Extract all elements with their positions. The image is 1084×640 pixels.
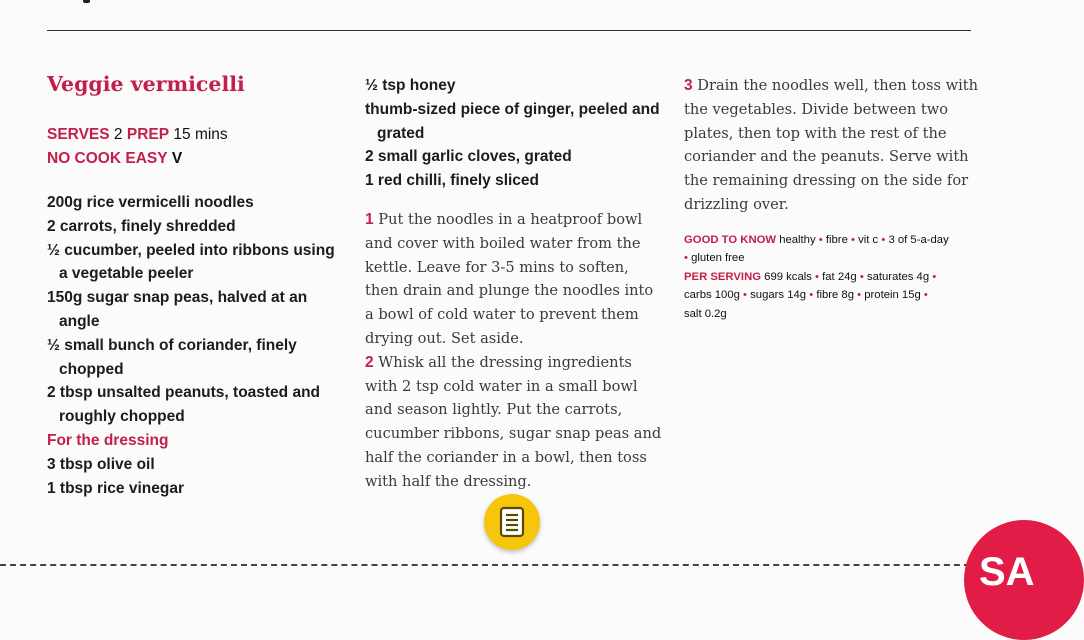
nutrient-item: saturates 4g xyxy=(866,270,930,283)
per-serving: PER SERVING 699 kcals • fat 24g • saturates 4g • carbs 100g • sugars 14g • fibre 8g • protein 15g • salt 0.2g xyxy=(684,270,937,320)
prep-value: 15 mins xyxy=(173,126,228,143)
gtk-item: 3 of 5-a-day xyxy=(888,233,949,246)
nutrient-item: 699 kcals xyxy=(764,270,812,283)
method-step-3 xyxy=(684,74,984,217)
step-number: 3 xyxy=(684,77,693,94)
meta-row-1 xyxy=(47,123,347,147)
ingredient-item: ½ small bunch of coriander, finely chopped xyxy=(47,336,297,378)
badge-text: SA xyxy=(979,550,1035,594)
good-to-know: GOOD TO KNOW healthy • fibre • vit c • 3 of 5-a-day • gluten free xyxy=(684,233,949,265)
gtk-item: vit c xyxy=(858,233,879,246)
tag-vegetarian: V xyxy=(171,150,183,167)
column-dressing-method xyxy=(365,74,665,494)
dressing-item: ½ tsp honey xyxy=(365,77,456,94)
nutrient-item: carbs 100g xyxy=(684,289,740,302)
tag-easy: EASY xyxy=(125,150,168,167)
method-steps xyxy=(365,208,665,494)
prep-label: PREP xyxy=(126,126,170,143)
ingredient-item: 200g rice vermicelli noodles xyxy=(47,194,254,211)
bottom-dashed-divider xyxy=(0,564,980,566)
step-text: Drain the noodles well, then toss with the vegetables. Divide between two plates, then top with the rest of the coriander and the peanuts. Serve with the remaining dressing on the side for drizzling over. xyxy=(684,77,979,213)
document-icon xyxy=(497,506,527,538)
recipe-meta xyxy=(47,123,347,171)
gtk-item: healthy xyxy=(779,233,816,246)
gtk-item: gluten free xyxy=(691,252,745,265)
recipe-title: Veggie vermicelli xyxy=(47,72,245,96)
gtk-item: fibre xyxy=(825,233,848,246)
dressing-item: 1 tbsp rice vinegar xyxy=(47,479,184,497)
nutrition-info xyxy=(684,231,984,324)
corner-badge xyxy=(964,520,1084,640)
column-ingredients xyxy=(47,70,347,500)
dressing-item: 2 small garlic cloves, grated xyxy=(365,148,572,166)
step-number: 2 xyxy=(365,353,374,371)
column-method-nutrition xyxy=(684,74,984,323)
nutrient-item: sugars 14g xyxy=(750,289,807,302)
nutrient-item: fat 24g xyxy=(822,270,857,283)
step-text: Put the noodles in a heatproof bowl and cover with boiled water from the kettle. Leave for 3-5 mins to soften, then drain and plunge the noodles into a bowl of cold water to prevent them drying out. Set aside. xyxy=(365,210,654,347)
step-text: Whisk all the dressing ingredients with 2 tsp cold water in a small bowl and season lightly. Put the carrots, cucumber ribbons, sugar snap peas and half the coriander in a bowl, then toss with half the dressing. xyxy=(365,353,662,490)
top-mark xyxy=(83,0,90,3)
good-to-know-label: GOOD TO KNOW xyxy=(684,233,777,246)
step-number: 1 xyxy=(365,210,374,228)
dressing-list-part-2 xyxy=(365,74,665,193)
per-serving-label: PER SERVING xyxy=(684,270,762,283)
dressing-list-part-1 xyxy=(47,453,347,501)
method-step-1 xyxy=(365,208,665,351)
ingredient-item: ½ cucumber, peeled into ribbons using a vegetable peeler xyxy=(47,241,335,283)
ingredient-item: 2 tbsp unsalted peanuts, toasted and roughly chopped xyxy=(47,384,321,426)
dressing-item: thumb-sized piece of ginger, peeled and grated xyxy=(365,100,660,142)
dressing-heading: For the dressing xyxy=(47,431,169,449)
top-divider xyxy=(47,30,971,31)
ingredient-list xyxy=(47,191,347,429)
tag-no-cook: NO COOK xyxy=(47,150,122,167)
reader-mode-button[interactable] xyxy=(484,494,540,550)
serves-value: 2 xyxy=(113,126,123,143)
dressing-item: 1 red chilli, finely sliced xyxy=(365,172,540,190)
serves-label: SERVES xyxy=(47,126,110,143)
nutrient-item: fibre 8g xyxy=(816,289,854,302)
ingredient-item: 150g sugar snap peas, halved at an angle xyxy=(47,289,308,330)
method-step-2 xyxy=(365,351,665,494)
dressing-item: 3 tbsp olive oil xyxy=(47,455,155,473)
nutrient-item: protein 15g xyxy=(864,289,921,302)
ingredient-item: 2 carrots, finely shredded xyxy=(47,217,236,235)
nutrient-item: salt 0.2g xyxy=(684,307,727,320)
meta-row-2 xyxy=(47,147,347,171)
